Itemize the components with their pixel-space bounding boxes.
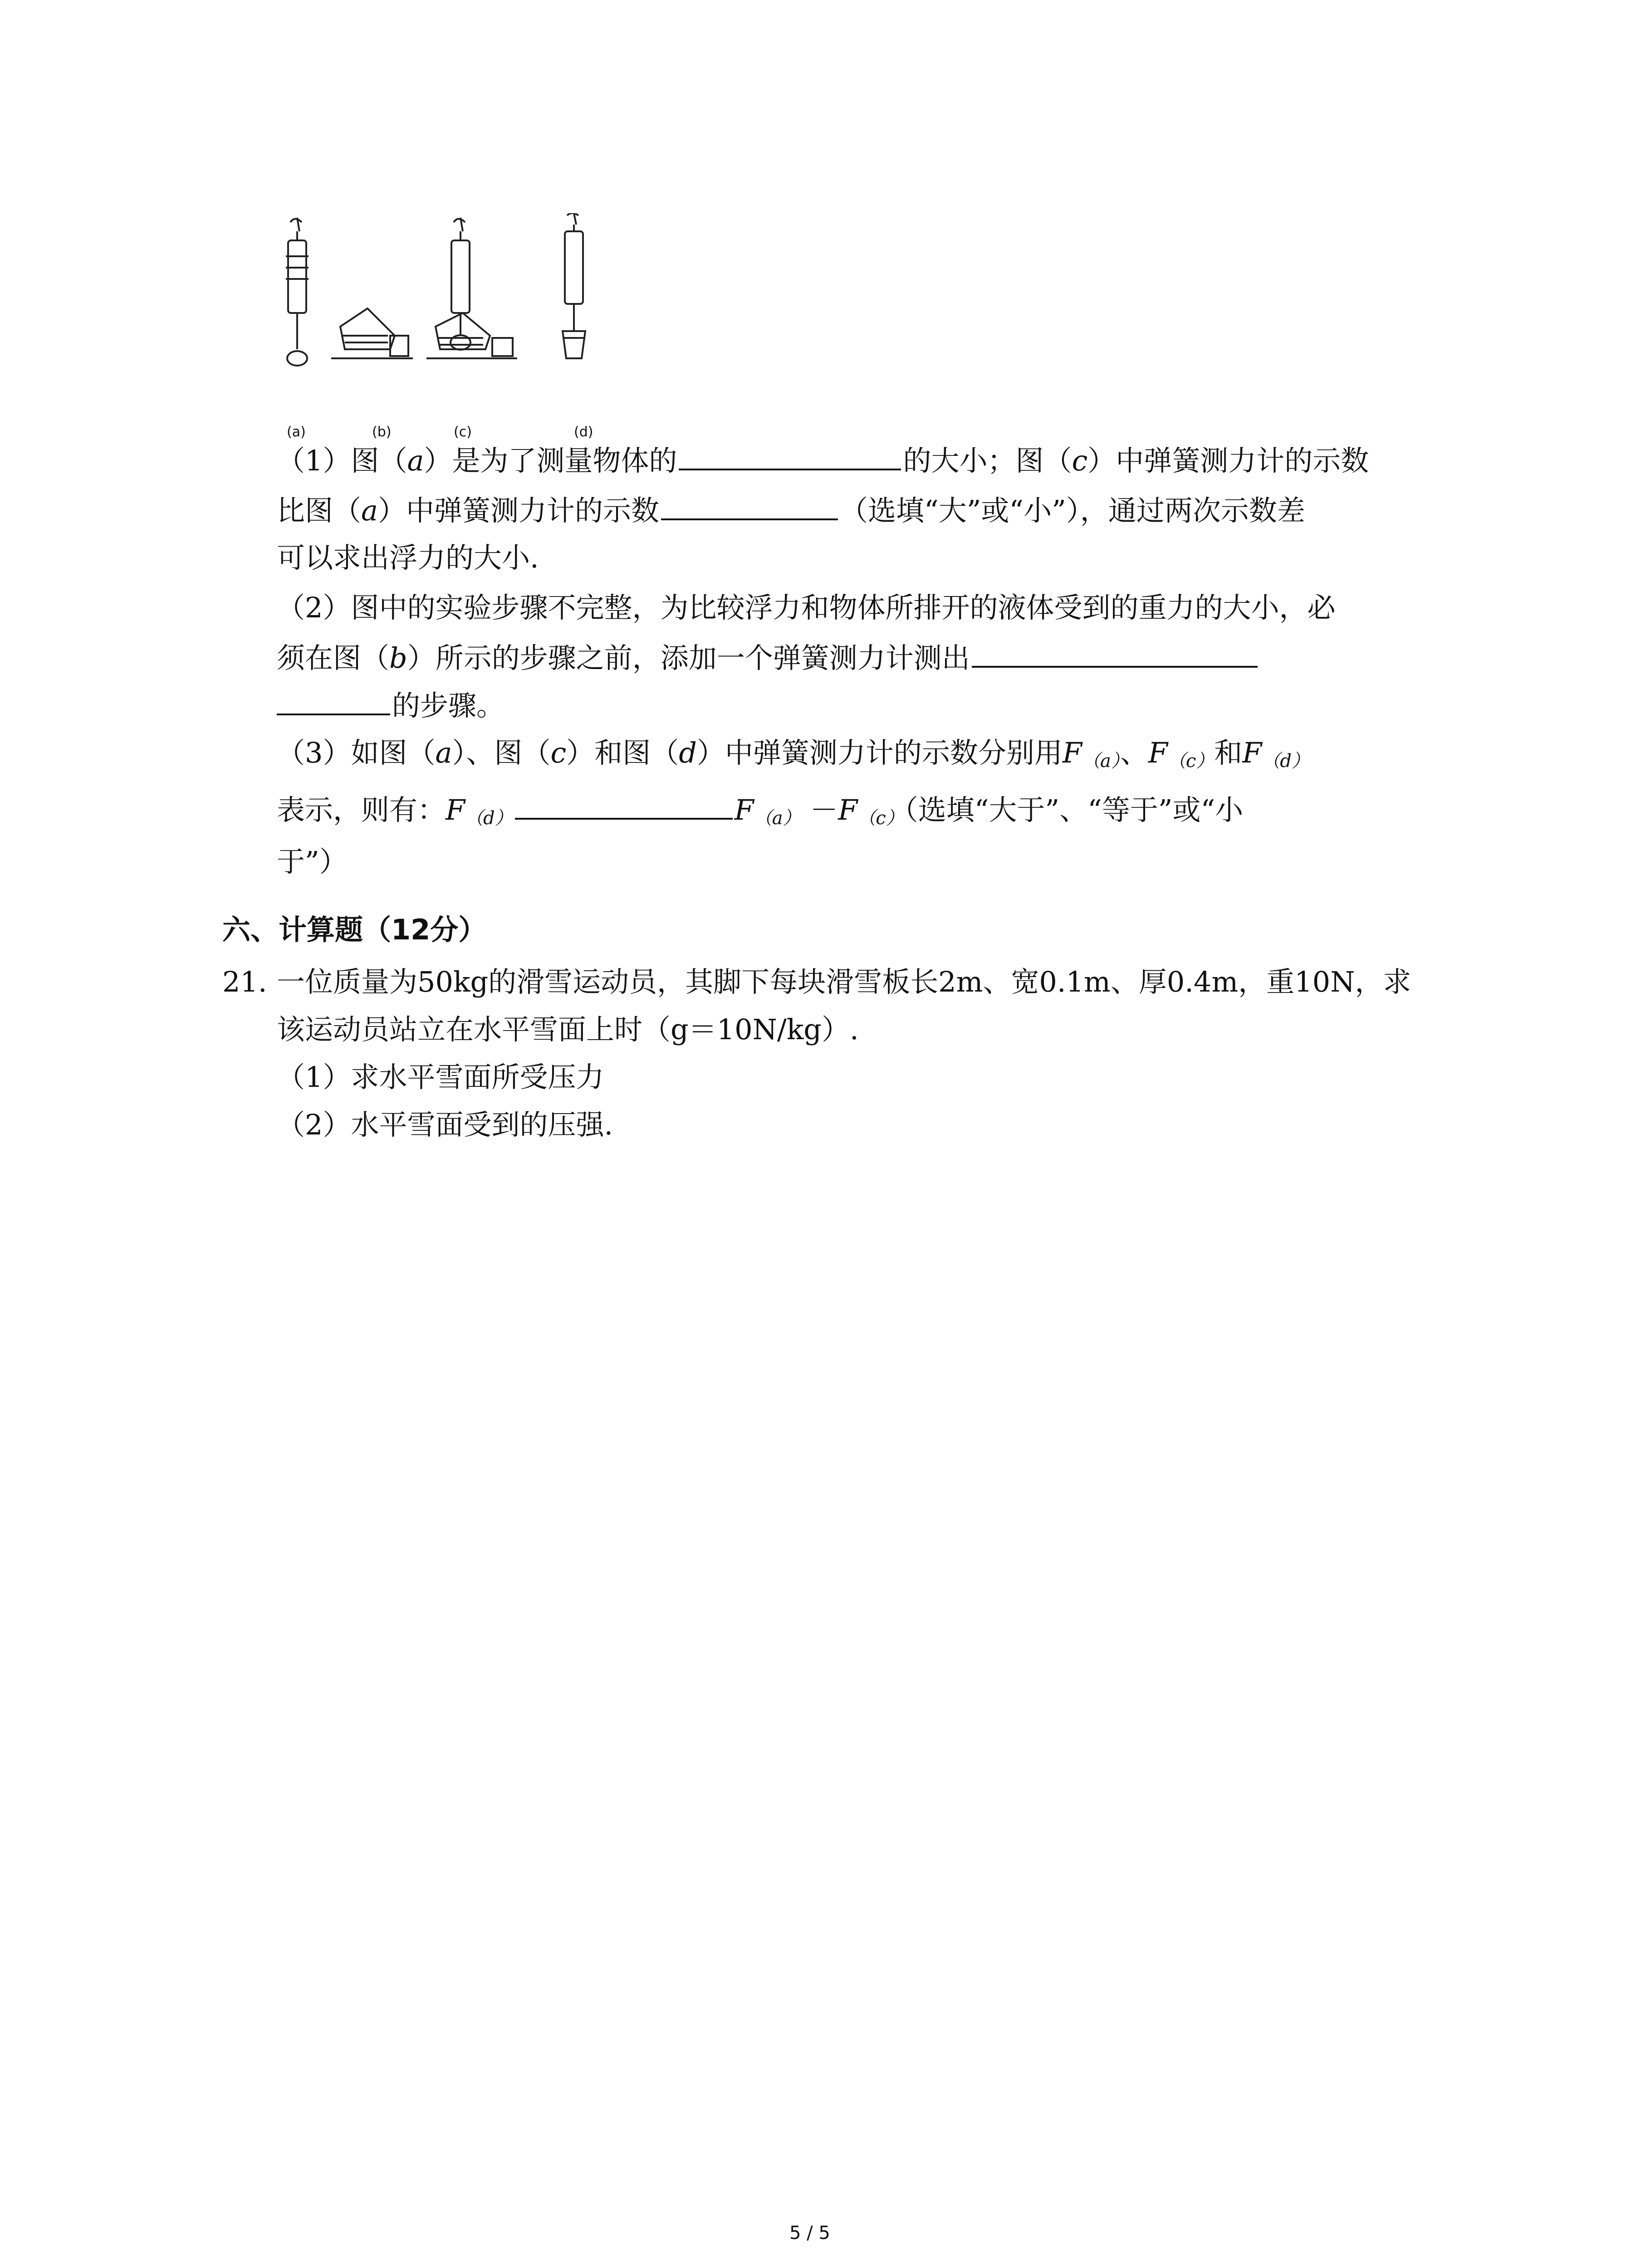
q21-line2: 该运动员站立在水平雪面上时（g＝10N/kg）.	[277, 1013, 859, 1046]
q20-part3-line1	[277, 735, 1310, 779]
var: a	[407, 444, 424, 477]
var: c	[1072, 444, 1088, 477]
subscript: （c）	[1167, 751, 1215, 772]
text: ）中弹簧测力计的示数	[1087, 444, 1369, 477]
answer-blank-4[interactable]	[515, 792, 733, 820]
experiment-figure	[272, 213, 626, 431]
answer-blank-1[interactable]	[679, 442, 901, 470]
subscript: （d）	[1262, 751, 1310, 772]
var: c	[550, 736, 567, 769]
text: ）所示的步骤之前，添加一个弹簧测力计测出	[407, 641, 970, 675]
figure-label-a: (a)	[287, 424, 306, 440]
text: 的步骤。	[392, 689, 505, 722]
q20-part2-line3	[277, 687, 505, 724]
subscript: （c）	[857, 808, 904, 829]
text: （3）如图（	[277, 736, 436, 769]
var: b	[389, 641, 407, 675]
text: 比图（	[277, 494, 362, 527]
text: （选填“大”或“小”），通过两次示数差	[840, 494, 1305, 527]
var: F	[446, 793, 465, 826]
spring-scale-a	[286, 218, 309, 366]
figure-label-b: (b)	[372, 424, 392, 440]
text: 和	[1214, 736, 1243, 769]
var: F	[1148, 736, 1168, 769]
spring-scale-d	[563, 213, 585, 358]
answer-blank-3b[interactable]	[277, 687, 390, 715]
q21-sub2: （2）水平雪面受到的压强.	[277, 1108, 613, 1141]
var: F	[734, 793, 754, 826]
subscript: （a）	[1082, 751, 1120, 772]
spring-scale-c	[426, 218, 517, 358]
q20-part1-line1	[277, 442, 1369, 479]
text: ）、图（	[452, 736, 551, 769]
var: a	[435, 736, 452, 769]
subscript: （a）	[754, 808, 801, 829]
page-number: 5 / 5	[789, 2223, 830, 2244]
q21-sub1: （1）求水平雪面所受压力	[277, 1061, 604, 1094]
q21-number: 21.	[222, 965, 267, 998]
text: 、	[1120, 736, 1148, 769]
q20-part3-line3: 于”）	[277, 845, 348, 878]
q20-part2-line1: （2）图中的实验步骤不完整，为比较浮力和物体所排开的液体受到的重力的大小，必	[277, 591, 1336, 624]
section-title: 六、计算题（12分）	[222, 913, 487, 946]
text: ）中弹簧测力计的示数分别用	[696, 736, 1063, 769]
text: ）是为了测量物体的	[424, 444, 677, 477]
text: 的大小；图（	[903, 444, 1072, 477]
var: d	[679, 736, 697, 769]
text: （选填“大于”、“等于”或“小	[904, 793, 1244, 826]
q20-part1-line3: 可以求出浮力的大小.	[277, 541, 539, 574]
answer-blank-3a[interactable]	[972, 640, 1258, 668]
subscript: （d）	[465, 808, 513, 829]
figure-label-c: (c)	[454, 424, 472, 440]
var: F	[838, 793, 858, 826]
text: 表示，则有：	[277, 793, 446, 826]
text: －	[801, 793, 838, 826]
var: a	[361, 494, 378, 527]
q20-part1-line2	[277, 492, 1305, 529]
q20-part3-line2	[277, 792, 1243, 836]
q20-part2-line2	[277, 640, 1259, 676]
text: 须在图（	[277, 641, 390, 675]
text: ）和图（	[566, 736, 679, 769]
text: ）中弹簧测力计的示数	[377, 494, 659, 527]
var: F	[1062, 736, 1082, 769]
overflow-cup-b	[331, 308, 413, 358]
q21-line1: 一位质量为50kg的滑雪运动员，其脚下每块滑雪板长2m、宽0.1m、厚0.4m，重10N，求	[277, 965, 1411, 998]
text: （1）图（	[277, 444, 407, 477]
figure-label-d: (d)	[574, 424, 593, 440]
var: F	[1242, 736, 1262, 769]
answer-blank-2[interactable]	[661, 492, 838, 520]
